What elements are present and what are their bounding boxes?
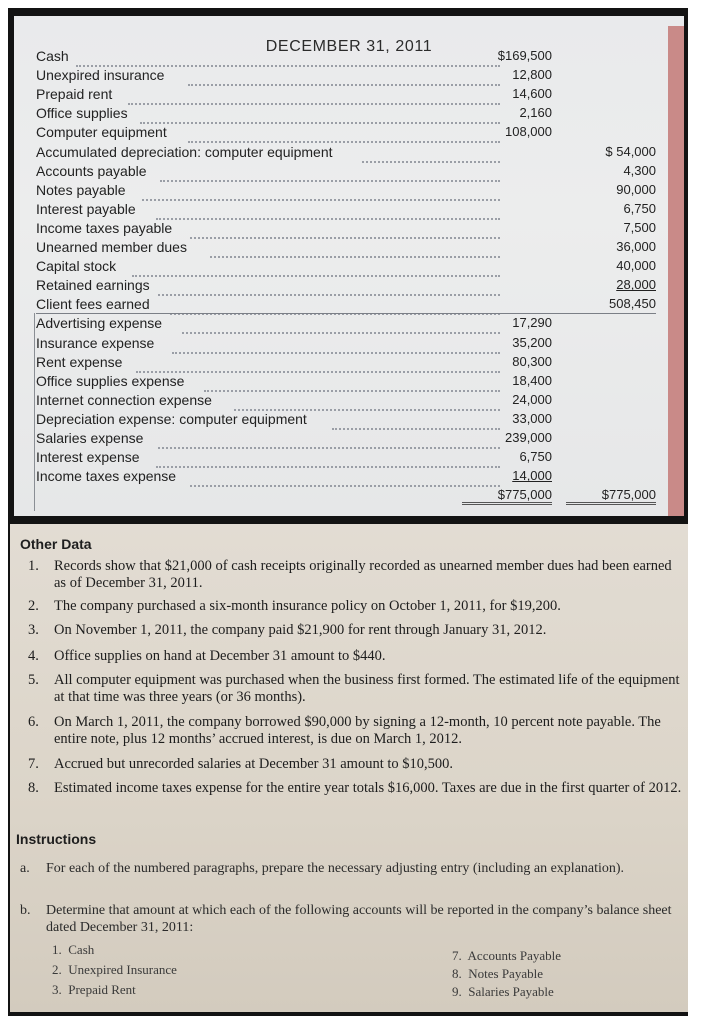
trial-balance-row xyxy=(36,144,672,163)
leader-dots xyxy=(76,48,500,67)
debit-amount: 14,000 xyxy=(512,468,552,484)
debit-amount: 239,000 xyxy=(505,430,552,445)
account-name: Capital stock xyxy=(36,258,117,275)
trial-balance-row xyxy=(36,163,672,182)
credit-amount: 40,000 xyxy=(616,258,656,274)
trial-balance-row xyxy=(36,105,672,124)
trial-balance-row xyxy=(36,335,672,354)
account-name: Notes payable xyxy=(36,181,126,198)
account-name: Advertising expense xyxy=(36,315,163,332)
credit-amount: 36,000 xyxy=(616,239,656,254)
leader-dots xyxy=(158,277,500,296)
trial-balance-row xyxy=(36,124,672,143)
trial-balance-row xyxy=(36,220,672,239)
account-name: Internet connection expense xyxy=(36,391,212,408)
item-number: 1. xyxy=(28,558,39,574)
credit-amount: 4,300 xyxy=(623,162,656,178)
leader-dots xyxy=(140,105,500,124)
account-name: Depreciation expense: computer equipment xyxy=(36,410,307,427)
item-number: 6. xyxy=(28,714,39,730)
debit-amount: 2,160 xyxy=(519,105,552,121)
leader-dots xyxy=(172,335,500,354)
totals-row xyxy=(36,487,672,506)
leader-dots xyxy=(128,86,500,105)
item-number: 3. xyxy=(28,622,39,638)
account-name: Retained earnings xyxy=(36,277,150,294)
balance-sheet-account: 9. Salaries Payable xyxy=(452,984,554,999)
trial-balance-row xyxy=(36,239,672,258)
section-bracket xyxy=(34,313,35,511)
account-name: Accumulated depreciation: computer equipment xyxy=(36,143,333,160)
balance-sheet-account: 3. Prepaid Rent xyxy=(52,982,136,997)
trial-balance-row xyxy=(36,201,672,220)
trial-balance-row xyxy=(36,392,672,411)
leader-dots xyxy=(156,201,500,220)
leader-dots xyxy=(190,468,500,487)
debit-amount: 6,750 xyxy=(519,449,552,465)
trial-balance-row xyxy=(36,354,672,373)
account-name: Prepaid rent xyxy=(36,86,113,103)
debit-total: $775,000 xyxy=(462,487,552,505)
credit-amount: 508,450 xyxy=(609,296,656,312)
debit-amount: 18,400 xyxy=(512,372,552,388)
debit-amount: 108,000 xyxy=(505,124,552,140)
credit-amount: 7,500 xyxy=(623,219,656,235)
account-name: Office supplies xyxy=(36,105,128,122)
instruction-letter: a. xyxy=(20,861,30,876)
trial-balance-row xyxy=(36,67,672,86)
leader-dots xyxy=(362,144,500,163)
credit-amount: $ 54,000 xyxy=(605,143,656,159)
leader-dots xyxy=(136,354,500,373)
account-name: Salaries expense xyxy=(36,430,144,446)
debit-amount: 12,800 xyxy=(512,67,552,83)
text-photo xyxy=(10,524,688,1012)
trial-balance-row xyxy=(36,86,672,105)
item-text: On November 1, 2011, the company paid $21,900 for rent through January 31, 2012. xyxy=(54,622,547,638)
balance-sheet-account: 7. Accounts Payable xyxy=(452,948,562,963)
trial-balance-row xyxy=(36,182,672,201)
account-name: Income taxes expense xyxy=(36,468,177,485)
trial-balance-row xyxy=(36,277,672,296)
leader-dots xyxy=(158,430,500,449)
trial-balance-row xyxy=(36,373,672,392)
leader-dots xyxy=(142,182,500,201)
account-name: Insurance expense xyxy=(36,334,155,351)
leader-dots xyxy=(182,315,500,334)
item-number: 2. xyxy=(28,598,39,614)
item-text: Office supplies on hand at December 31 amount to $440. xyxy=(54,648,386,664)
account-name: Unexpired insurance xyxy=(36,67,165,84)
section-divider xyxy=(36,313,656,314)
balance-sheet-account: 8. Notes Payable xyxy=(452,966,543,981)
account-name: Office supplies expense xyxy=(36,372,185,389)
account-name: Interest expense xyxy=(36,449,140,466)
item-text: Estimated income taxes expense for the entire year totals $16,000. Taxes are due in the first quarter of 2012. xyxy=(54,780,682,796)
item-number: 7. xyxy=(28,756,39,772)
leader-dots xyxy=(188,67,500,86)
credit-amount: 28,000 xyxy=(616,277,656,293)
debit-amount: 17,290 xyxy=(512,315,552,331)
leader-dots xyxy=(132,258,500,277)
leader-dots xyxy=(188,124,500,143)
trial-balance-row xyxy=(36,411,672,430)
item-number: 5. xyxy=(28,672,39,688)
account-name: Rent expense xyxy=(36,353,123,370)
leader-dots xyxy=(234,392,500,411)
other-data-title: Other Data xyxy=(20,536,92,552)
leader-dots xyxy=(160,163,500,182)
debit-amount: 14,600 xyxy=(512,86,552,102)
account-name: Client fees earned xyxy=(36,296,150,313)
leader-dots xyxy=(156,449,500,468)
balance-sheet-account: 1. Cash xyxy=(52,942,95,957)
trial-balance-row xyxy=(36,468,672,487)
trial-balance-row xyxy=(36,315,672,334)
credit-amount: 90,000 xyxy=(616,181,656,197)
trial-balance-row xyxy=(36,48,672,67)
account-name: Interest payable xyxy=(36,200,136,217)
trial-balance-row xyxy=(36,449,672,468)
debit-amount: 35,200 xyxy=(512,334,552,350)
debit-amount: 80,300 xyxy=(512,353,552,369)
item-text: Accrued but unrecorded salaries at December 31 amount to $10,500. xyxy=(54,756,454,772)
leader-dots xyxy=(210,239,500,258)
account-name: Accounts payable xyxy=(36,162,147,179)
trial-balance-row xyxy=(36,258,672,277)
credit-total: $775,000 xyxy=(566,487,656,505)
leader-dots xyxy=(190,220,500,239)
item-number: 4. xyxy=(28,648,39,664)
debit-amount: 33,000 xyxy=(512,410,552,426)
instruction-text: Determine that amount at which each of the following accounts will be reported in the company’s balance sheet dated December 31, 2011: xyxy=(46,903,672,935)
instruction-letter: b. xyxy=(20,903,31,918)
account-name: Computer equipment xyxy=(36,124,167,141)
leader-dots xyxy=(204,373,500,392)
trial-balance-photo xyxy=(14,16,684,516)
item-number: 8. xyxy=(28,780,39,796)
account-name: Income taxes payable xyxy=(36,219,173,236)
debit-amount: $169,500 xyxy=(497,48,552,63)
debit-amount: 24,000 xyxy=(512,391,552,407)
instructions-title: Instructions xyxy=(16,831,97,847)
item-text: Records show that $21,000 of cash receipts originally recorded as unearned member dues had been earned as of December 31, 2011. xyxy=(54,558,672,591)
account-name: Cash xyxy=(36,48,69,64)
trial-balance-row xyxy=(36,430,672,449)
credit-amount: 6,750 xyxy=(623,200,656,216)
item-text: All computer equipment was purchased when the business first formed. The estimated life of the equipment at that time was three years (or 36 months). xyxy=(54,672,680,705)
trial-balance-date: DECEMBER 31, 2011 xyxy=(265,38,433,55)
instruction-text: For each of the numbered paragraphs, prepare the necessary adjusting entry (including an explanation). xyxy=(46,861,625,876)
item-text: The company purchased a six-month insurance policy on October 1, 2011, for $19,200. xyxy=(54,598,561,614)
item-text: On March 1, 2011, the company borrowed $90,000 by signing a 12-month, 10 percent note payable. The entire note, plus 12 months’ accrued interest, is due on March 1, 2012. xyxy=(54,714,661,747)
balance-sheet-account: 2. Unexpired Insurance xyxy=(52,962,177,977)
account-name: Unearned member dues xyxy=(36,239,187,255)
